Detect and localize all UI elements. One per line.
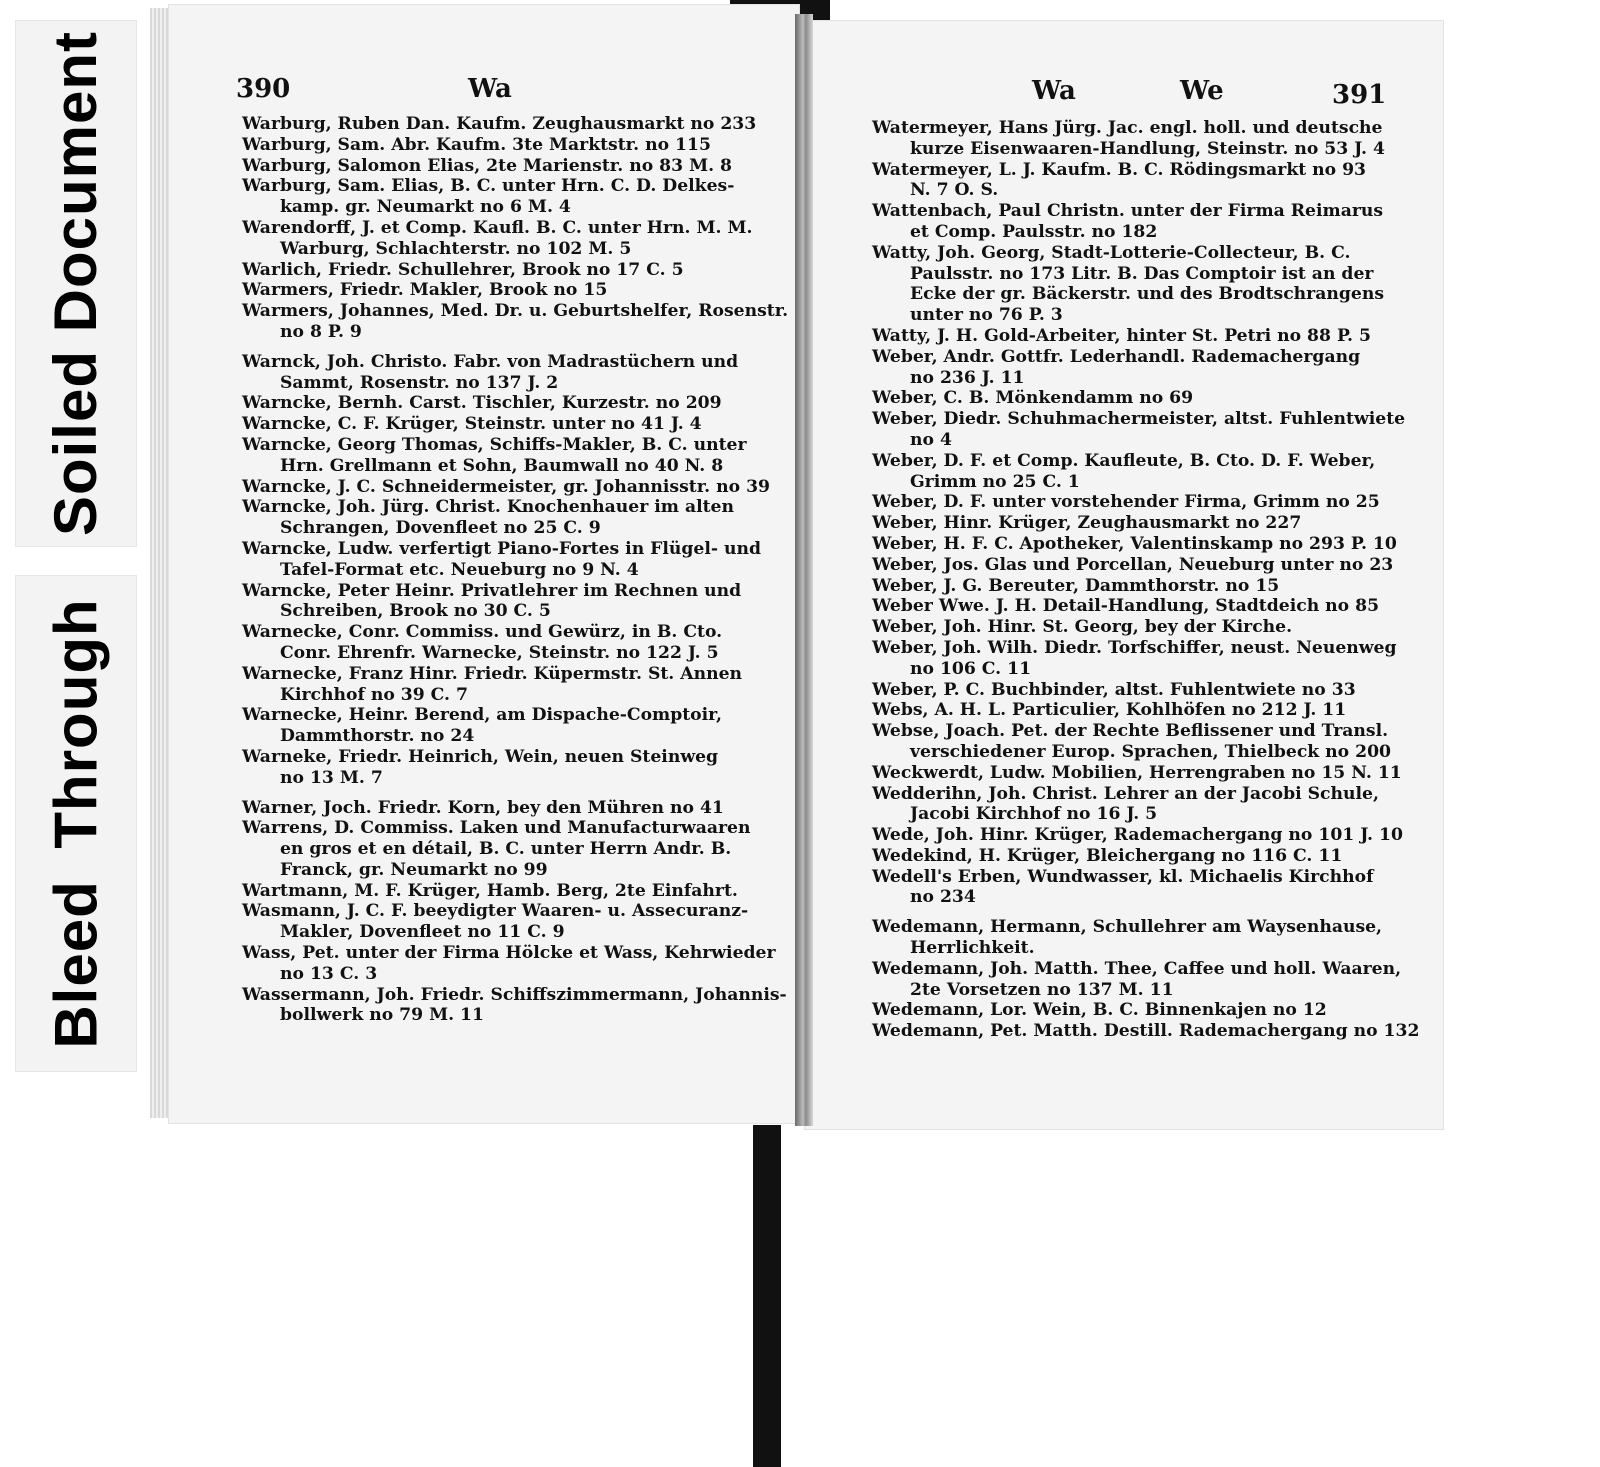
entry-line1: Weber, H. F. C. Apotheker, Valentinskamp no 293 P. 10 [872,533,1397,554]
entry-line2: kurze Eisenwaaren-Handlung, Steinstr. no 53 J. 4 [910,138,1385,159]
entry-line1: Warnck, Joh. Christo. Fabr. von Madrastüchern und [242,351,739,372]
directory-entry [242,393,742,414]
entry-line2: Schrangen, Dovenfleet no 25 C. 9 [280,518,601,539]
right-page-header-right: We [1180,76,1224,106]
right-page-number: 391 [1332,80,1387,110]
directory-entry [872,637,1397,680]
entry-line2: Tafel-Format etc. Neueburg no 9 N. 4 [280,559,639,580]
entry-line1: Webse, Joach. Pet. der Rechte Beflissener und Transl. [872,721,1389,742]
entry-line2: Schreiben, Brook no 30 C. 5 [280,601,551,622]
directory-entry [242,664,742,706]
entry-line1: Weber, Andr. Gottfr. Lederhandl. Rademachergang [872,346,1361,367]
entry-line2: kamp. gr. Neumarkt no 6 M. 4 [280,197,571,218]
entry-line1: Warrens, D. Commiss. Laken und Manufacturwaaren [242,818,751,839]
entry-line1: Warmers, Johannes, Med. Dr. u. Geburtshelfer, Rosenstr. [242,301,789,322]
soiled-document-stamp [15,20,137,547]
directory-entry [872,118,1385,160]
entry-line1: Wattenbach, Paul Christn. unter der Firma Reimarus [872,201,1384,222]
bleed-through-stamp [15,575,137,1072]
entry-line1: Warnecke, Conr. Commiss. und Gewürz, in B. Cto. [242,622,723,643]
directory-entry [872,492,1380,513]
entry-line1: Weber, J. G. Bereuter, Dammthorstr. no 15 [872,575,1280,596]
directory-entry [872,576,1377,597]
directory-entry [242,434,747,477]
entry-line1: Wassermann, Joh. Friedr. Schiffszimmermann, Johannis- [242,984,787,1005]
bleed-through-label: Bleed Through [42,598,110,1049]
directory-entry [872,680,1377,701]
directory-entry [872,721,1391,763]
soiled-document-label: Soiled Document [42,30,110,537]
directory-entry [242,705,742,747]
entry-line1: Wasmann, J. C. F. beeydigter Waaren- u. Assecuranz- [242,901,749,922]
entry-line2: Sammt, Rosenstr. no 137 J. 2 [280,372,559,393]
entry-line4: unter no 76 P. 3 [910,305,1063,326]
entry-line1: Wedderihn, Joh. Christ. Lehrer an der Jacobi Schule, [872,783,1379,804]
directory-entry [242,881,742,902]
directory-entry [872,160,1377,202]
entry-line2: no 234 [910,887,976,908]
book-gutter [795,14,813,1126]
directory-entry [872,917,1383,959]
entry-line2: verschiedener Europ. Sprachen, Thielbeck no 200 [910,741,1391,762]
directory-entry [872,825,1403,846]
entry-line2: no 13 M. 7 [280,767,383,788]
entry-line2: 2te Vorsetzen no 137 M. 11 [910,979,1174,1000]
entry-line2: no 8 P. 9 [280,321,362,342]
entry-line1: Wedell's Erben, Wundwasser, kl. Michaelis Kirchhof [872,866,1374,887]
entry-line1: Weber, Joh. Hinr. St. Georg, bey der Kirche. [872,617,1293,638]
entry-line2: Kirchhof no 39 C. 7 [280,684,468,705]
directory-entry [242,901,749,943]
entry-line3: Ecke der gr. Bäckerstr. und des Brodtschrangens [910,284,1384,305]
entry-line1: Wedekind, H. Krüger, Bleichergang no 116 C. 11 [872,845,1343,866]
entry-line1: Warmers, Friedr. Makler, Brook no 15 [242,280,608,301]
directory-entry [242,414,742,435]
directory-entry [872,617,1377,638]
entry-line1: Weber, C. B. Mönkendamm no 69 [872,388,1194,409]
entry-line1: Warendorff, J. et Comp. Kaufl. B. C. unter Hrn. M. M. [242,217,753,238]
directory-entry [872,242,1384,326]
directory-entry [872,388,1377,409]
directory-entry [242,747,742,789]
right-page-header-left: Wa [1032,76,1076,106]
entry-line2: Jacobi Kirchhof no 16 J. 5 [910,804,1158,825]
directory-entry [872,958,1402,1001]
entry-line1: Warncke, Peter Heinr. Privatlehrer im Rechnen und [242,580,742,601]
entry-line2: no 106 C. 11 [910,658,1032,679]
directory-entry [872,700,1377,721]
entry-line1: Watermeyer, L. J. Kaufm. B. C. Rödingsmarkt no 93 [872,159,1367,180]
entry-line2: Herrlichkeit. [910,938,1035,959]
directory-entry [872,409,1406,451]
entry-line1: Wedemann, Hermann, Schullehrer am Waysenhause, [872,917,1383,938]
entry-line2: Paulsstr. no 173 Litr. B. Das Comptoir ist an der [910,263,1374,284]
entry-line1: Warburg, Sam. Abr. Kaufm. 3te Marktstr. no 115 [242,134,711,155]
directory-entry [872,762,1402,784]
directory-entry [872,326,1377,347]
entry-line1: Warnecke, Franz Hinr. Friedr. Küpermstr. St. Annen [242,663,743,684]
entry-line1: Weber, Diedr. Schuhmachermeister, altst. Fuhlentwiete [872,409,1406,430]
entry-line2: no 236 J. 11 [910,367,1025,388]
entry-line2: Grimm no 25 C. 1 [910,471,1080,492]
directory-entry [872,347,1377,389]
entry-line1: Warburg, Salomon Elias, 2te Marienstr. no 83 M. 8 [242,155,733,176]
directory-entry [242,301,789,343]
directory-entry [242,581,742,623]
directory-entry [242,135,742,156]
entry-line1: Watty, Joh. Georg, Stadt-Lotterie-Collecteur, B. C. [872,242,1351,263]
entry-line1: Weber Wwe. J. H. Detail-Handlung, Stadtdeich no 85 [872,596,1380,617]
entry-line1: Warnecke, Heinr. Berend, am Dispache-Comptoir, [242,705,722,726]
directory-entry [242,798,742,819]
left-page-header: Wa [468,74,512,104]
directory-entry [242,156,742,177]
directory-entry [872,1021,1420,1042]
directory-entry [242,538,762,581]
spine-strip-bottom [753,1125,781,1467]
entry-line1: Wartmann, M. F. Krüger, Hamb. Berg, 2te Einfahrt. [242,880,738,901]
entry-line1: Warncke, Georg Thomas, Schiffs-Makler, B. C. unter [242,434,747,455]
directory-entry [872,784,1377,826]
directory-entry [242,114,757,135]
entry-line2: bollwerk no 79 M. 11 [280,1005,484,1026]
entry-line1: Weber, P. C. Buchbinder, altst. Fuhlentwiete no 33 [872,679,1356,700]
entry-line1: Weckwerdt, Ludw. Mobilien, Herrengraben no 15 N. 11 [872,762,1402,783]
directory-entry [242,176,742,218]
directory-entry [872,533,1397,555]
directory-entry [242,497,742,539]
entry-line1: Warncke, J. C. Schneidermeister, gr. Johannisstr. no 39 [242,476,771,497]
entry-line1: Wedemann, Joh. Matth. Thee, Caffee und holl. Waaren, [872,958,1402,979]
entry-line2: no 4 [910,429,952,450]
directory-entry [242,818,751,880]
entry-line1: Wedemann, Pet. Matth. Destill. Rademachergang no 132 [872,1021,1420,1042]
directory-entry [872,513,1377,534]
entry-line1: Wede, Joh. Hinr. Krüger, Rademachergang no 101 J. 10 [872,825,1403,846]
directory-entry [242,476,771,498]
entry-line2: no 13 C. 3 [280,963,378,984]
entry-line2: Dammthorstr. no 24 [280,726,475,747]
directory-entry [872,596,1380,617]
entry-line1: Wass, Pet. unter der Firma Hölcke et Wass, Kehrwieder [242,943,776,964]
directory-entry [242,217,753,260]
entry-line2: en gros et en détail, B. C. unter Herrn Andr. B. [280,839,732,860]
directory-entry [872,554,1394,576]
entry-line2: Makler, Dovenfleet no 11 C. 9 [280,922,565,943]
left-page-entries [242,114,789,1026]
entry-line2: Conr. Ehrenfr. Warnecke, Steinstr. no 122 J. 5 [280,642,719,663]
directory-entry [872,867,1377,909]
directory-entry [872,846,1377,867]
right-page-entries [872,118,1420,1042]
directory-entry [872,451,1377,493]
entry-line1: Weber, Jos. Glas und Porcellan, Neueburg unter no 23 [872,554,1394,575]
directory-entry [242,352,742,394]
entry-line1: Warlich, Friedr. Schullehrer, Brook no 17 C. 5 [242,259,684,280]
entry-line1: Weber, Hinr. Krüger, Zeughausmarkt no 227 [872,513,1302,534]
entry-line1: Warner, Joch. Friedr. Korn, bey den Mühren no 41 [242,797,724,818]
entry-line1: Warburg, Sam. Elias, B. C. unter Hrn. C. D. Delkes- [242,176,735,197]
entry-line2: N. 7 O. S. [910,180,999,201]
directory-entry [872,201,1384,243]
directory-entry [872,1000,1377,1021]
entry-line1: Webs, A. H. L. Particulier, Kohlhöfen no 212 J. 11 [872,700,1347,721]
entry-line1: Warneke, Friedr. Heinrich, Wein, neuen Steinweg [242,746,719,767]
directory-entry [242,984,787,1027]
entry-line1: Wedemann, Lor. Wein, B. C. Binnenkajen no 12 [872,1000,1327,1021]
entry-line1: Warncke, Joh. Jürg. Christ. Knochenhauer im alten [242,497,734,518]
directory-entry [242,622,742,664]
entry-line1: Warncke, Bernh. Carst. Tischler, Kurzestr. no 209 [242,393,722,414]
entry-line2: Hrn. Grellmann et Sohn, Baumwall no 40 N. 8 [280,455,724,476]
directory-entry [242,943,776,985]
entry-line2: Warburg, Schlachterstr. no 102 M. 5 [280,238,632,259]
left-page-number: 390 [236,74,291,104]
entry-line1: Weber, D. F. et Comp. Kaufleute, B. Cto. D. F. Weber, [872,450,1376,471]
entry-line1: Watermeyer, Hans Jürg. Jac. engl. holl. und deutsche [872,118,1383,138]
entry-line3: Franck, gr. Neumarkt no 99 [280,859,548,880]
directory-entry [242,260,742,281]
entry-line2: et Comp. Paulsstr. no 182 [910,221,1158,242]
entry-line1: Weber, D. F. unter vorstehender Firma, Grimm no 25 [872,492,1380,513]
entry-line1: Watty, J. H. Gold-Arbeiter, hinter St. Petri no 88 P. 5 [872,325,1371,346]
entry-line1: Weber, Joh. Wilh. Diedr. Torfschiffer, neust. Neuenweg [872,637,1397,658]
entry-line1: Warncke, C. F. Krüger, Steinstr. unter no 41 J. 4 [242,414,702,435]
directory-entry [242,280,742,301]
entry-line1: Warburg, Ruben Dan. Kaufm. Zeughausmarkt no 233 [242,114,757,134]
entry-line1: Warncke, Ludw. verfertigt Piano-Fortes in Flügel- und [242,538,762,559]
